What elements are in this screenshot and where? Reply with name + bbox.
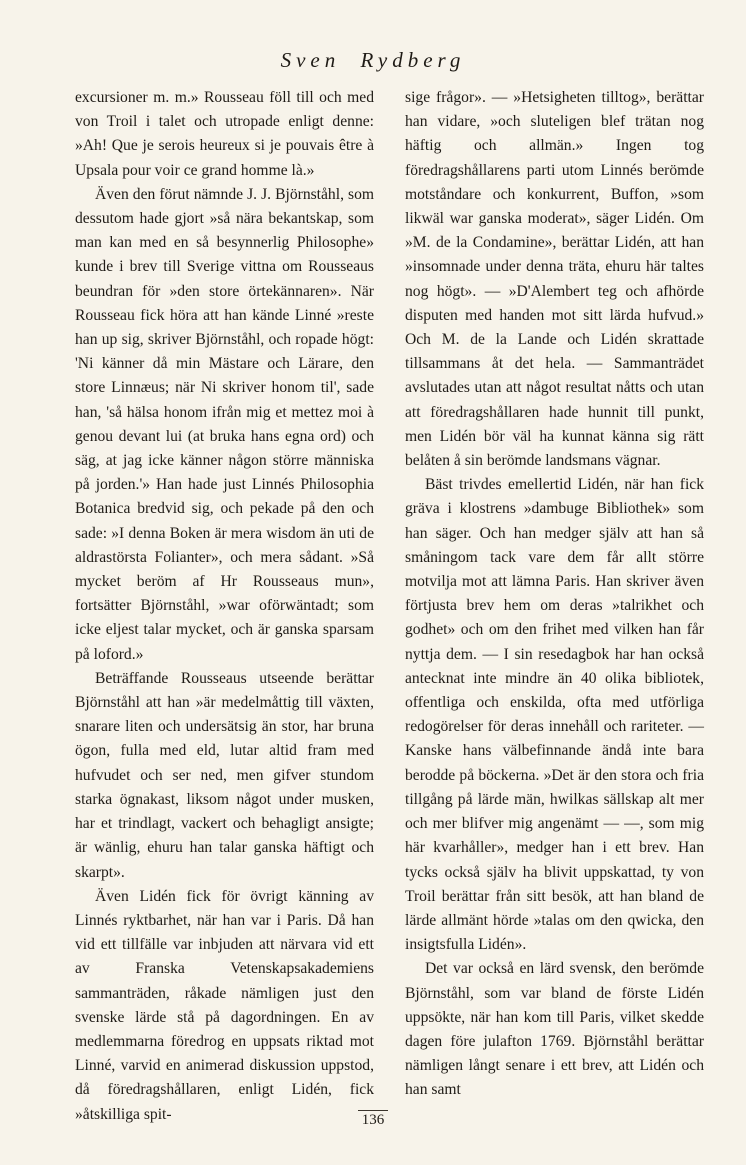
paragraph: excursioner m. m.» Rousseau föll till och med von Troil i talet och utropade enligt denne: »Ah! Que je serois heureux si je pouvais être à Upsala pour voir ce grand homme là.» <box>75 89 374 179</box>
paragraph: Beträffande Rousseaus utseende berättar Björnståhl att han »är medelmåttig till växten, snarare liten och undersätsig än stor, har bruna ögon, fulla med eld, lutar altid fram med hufvudet och ser ned, men gifver stundom starka ögnakast, liksom något under musken, har et trindlagt, vackert och behagligt ansigte; är wänlig, ehuru han talar ganska häftigt och skarpt». <box>75 669 374 881</box>
paragraph: sige frågor». — »Hetsigheten tilltog», berättar han vidare, »och slutеligen blef trätan nog häftig och allmän.» Ingen tog föredragshållarens parti utom Linnés berömde motståndare och konkurrent, Buffon, »som likwäl war ganska moderat», säger Lidén. Om »M. de la Condamine», berättar Lidén, att han »insomnade under denna träta, ehuru här taltes nog högt». — »D'Alembert teg och afhörde disputen med handen mot sitt lärda hufvud.» Och M. de la Lande och Lidén skrattade tillsammans åt det hela. — Sammanträdet avslutades utan att något resultat nåtts och utan att föredragshållaren hade hunnit till punkt, men Lidén bör väl ha kunnat känna sig rätt belåten å sin berömde landsmans vägnar. <box>405 89 704 470</box>
paragraph: Även den förut nämnde J. J. Björnståhl, som dessutom hade gjort »så nära bekantskap, som man kan med en så besynnerlig Philosophe» kunde i brev till Sverige vittna om Rousseaus beundran för »den store örtekännaren». När Rousseau fick höra att han kände Linné »reste han up sig, skriver Björnståhl, och ropade högt: 'Ni känner då min Mästare och Lärare, den store Linnæus; när Ni skriver honom til', sade han, 'så hälsa honom ifrån mig et mettez moi à genou devant lui (at bruka hans egna ord) och säg, at jag icke känner någon större människa på jorden.'» Han hade just Linnés Philosophia Botanica bredvid sig, och pekade på den och sade: »I denna Boken är mera wisdom än uti de aldrastörsta Folianter», och mera sådant. »Så mycket beröm af Hr Rousseaus mun», fortsätter Björnståhl, »war oförwäntadt; som icke eljest talar mycket, och är ganska sparsam på loford.» <box>75 185 374 663</box>
page-number: 136 <box>358 1110 389 1129</box>
running-head: Sven Rydberg <box>280 48 466 72</box>
right-column <box>405 86 704 1103</box>
page-number-container <box>0 1110 746 1129</box>
paragraph: Även Lidén fick för övrigt känning av Linnés ryktbarhet, när han var i Paris. Då han vid ett tillfälle var inbjuden att närvara vid ett av Franska Vetenskapsakademiens sammanträden, råkade nämligen just den svenske lärde stå på dagordningen. En av medlemmarna föredrog en uppsats riktad mot Linné, varvid en animerad diskussion uppstod, då föredragshållaren, enligt Lidén, fick »åtskilliga spit- <box>75 887 374 1123</box>
paragraph: Bäst trivdes emellertid Lidén, när han fick gräva i klostrens »dambuge Bibliothek» som han säger. Och han medger själv att han så småningom tack vare dem får allt större motvilja mot att lämna Paris. Han skriver även förtjusta brev hem om deras »talrikhet och godhet» och om den frihet med vilken han får nyttja dem. — I sin resedagbok har han också antecknat inte mindre än 40 olika bibliotek, offentliga och enskilda, ofta med utförliga redogörelser för deras innehåll och rariteter. — Kanske hans välbefinnande ändå inte bara berodde på böckerna. »Det är den stora och fria tillgång på lärde män, hwilkas sällskap alt mer och mer blifver mig angenämt — —, som mig här kvarhåller», medger han i ett brev. Han tycks också själv ha blivit uppskattad, ty von Troil berättar från sitt besök, att han bland de lärde allmänt hörde »talas om den qwicka, den insigtsfulla Lidén». <box>405 476 704 954</box>
paragraph: Det var också en lärd svensk, den berömde Björnståhl, som var bland de förste Lidén uppsökte, när han kom till Paris, vilket skedde dagen före julafton 1769. Björnståhl berättar nämligen långt senare i ett brev, att Lidén och han samt <box>405 960 704 1099</box>
left-column <box>75 86 374 1127</box>
